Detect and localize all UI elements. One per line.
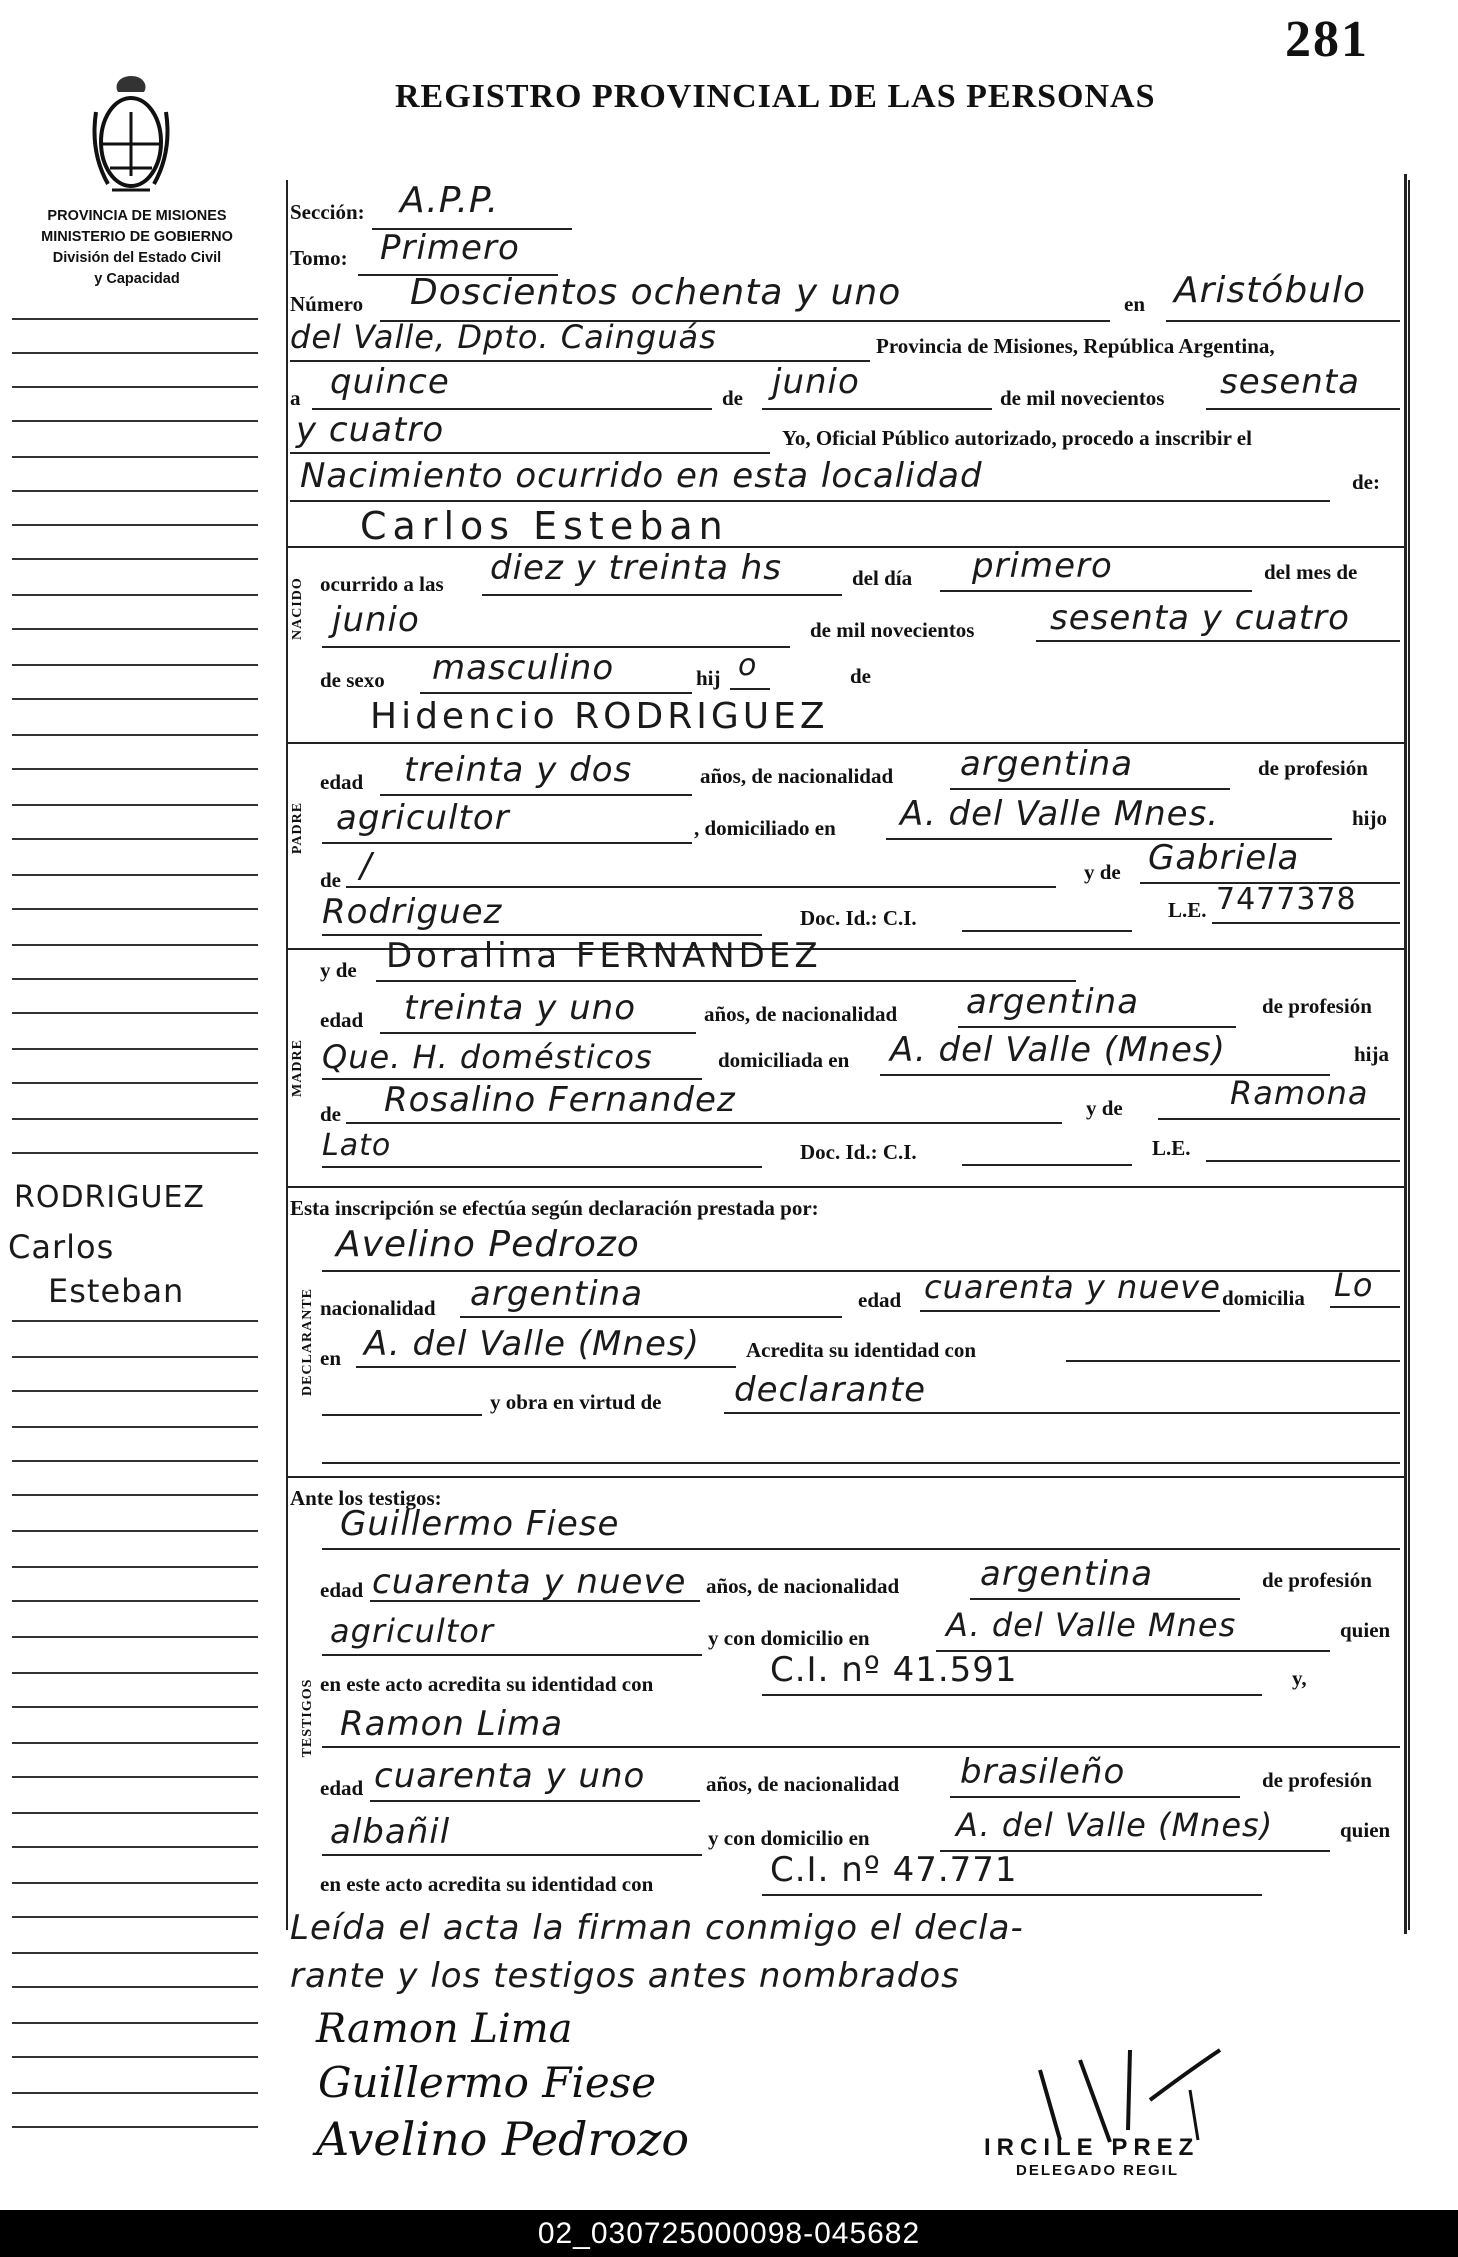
section-label-nacido: NACIDO — [290, 577, 305, 640]
value-anio-cont: y cuatro — [296, 410, 445, 450]
label-padre-y-de: y de — [1084, 860, 1121, 884]
value-padre-nacionalidad: argentina — [960, 744, 1134, 784]
value-declarante-nombre: Avelino Pedrozo — [336, 1224, 640, 1265]
closing-line-1: Leída el acta la firman conmigo el decla- — [290, 1908, 1024, 1948]
margin-surname: RODRIGUEZ — [14, 1180, 205, 1215]
value-sexo: masculino — [432, 648, 615, 688]
label-acredita: Acredita su identidad con — [746, 1338, 977, 1362]
value-hij-suffix: o — [738, 648, 758, 683]
value-madre-profesion: Que. H. domésticos — [322, 1038, 653, 1076]
label-de-mil: de mil novecientos — [1000, 386, 1165, 410]
label-declarante-edad: edad — [858, 1288, 902, 1312]
value-tomo: Primero — [380, 228, 520, 268]
value-madre-nacionalidad: argentina — [966, 982, 1140, 1022]
section-label-madre: MADRE — [290, 1039, 305, 1097]
frame-right-edge — [1404, 174, 1407, 1934]
margin-name-2: Esteban — [48, 1272, 185, 1310]
label-testigo2-quien: quien — [1340, 1818, 1391, 1842]
value-declarante-virtud: declarante — [734, 1370, 927, 1410]
label-declarante-nacionalidad: nacionalidad — [320, 1296, 436, 1320]
section-label-testigos: TESTIGOS — [300, 1678, 315, 1758]
value-anio-nac: sesenta y cuatro — [1050, 598, 1350, 638]
label-madre-doc: Doc. Id.: C.I. — [800, 1140, 917, 1164]
value-padre-le: 7477378 — [1216, 882, 1357, 917]
side-ministry: MINISTERIO DE GOBIERNO — [41, 229, 233, 245]
label-padre-le: L.E. — [1168, 898, 1207, 922]
label-hijo: hijo — [1352, 806, 1388, 830]
value-testigo1-domicilio: A. del Valle Mnes — [946, 1606, 1237, 1644]
value-padre-madre-cont: Rodriguez — [322, 892, 503, 932]
label-testigo2-acredita: en este acto acredita su identidad con — [320, 1872, 654, 1896]
section-label-padre: PADRE — [290, 801, 305, 855]
label-tomo: Tomo: — [290, 246, 348, 270]
label-testigo1-edad: edad — [320, 1578, 364, 1602]
value-padre-edad: treinta y dos — [404, 750, 633, 790]
value-testigo2-doc: C.I. nº 47.771 — [770, 1850, 1018, 1890]
value-madre-domicilio: A. del Valle (Mnes) — [890, 1030, 1226, 1070]
margin-name-1: Carlos — [8, 1228, 115, 1266]
label-declarante-en: en — [320, 1346, 341, 1370]
label-testigo2-domicilio: y con domicilio en — [708, 1826, 870, 1850]
label-ocurrido: ocurrido a las — [320, 572, 444, 596]
label-padre-profesion: de profesión — [1258, 756, 1368, 780]
closing-line-2: rante y los testigos antes nombrados — [290, 1956, 960, 1996]
label-a: a — [290, 386, 301, 410]
value-padre-domicilio: A. del Valle Mnes. — [900, 794, 1220, 834]
label-testigo1-nacionalidad: años, de nacionalidad — [706, 1574, 900, 1598]
label-de-2: de — [850, 664, 871, 688]
label-domicilia: domicilia — [1222, 1286, 1305, 1310]
value-seccion: A.P.P. — [400, 180, 500, 221]
side-capacity: y Capacidad — [94, 271, 180, 287]
value-padre-profesion: agricultor — [336, 798, 510, 838]
value-nombre: Carlos Esteban — [360, 504, 729, 548]
value-declarante-domicilia: Lo — [1334, 1266, 1374, 1304]
label-seccion: Sección: — [290, 200, 365, 224]
section-padre-top — [286, 742, 1404, 744]
value-testigo1-edad: cuarenta y nueve — [372, 1562, 687, 1602]
value-testigo2-nombre: Ramon Lima — [340, 1704, 564, 1744]
value-testigo1-nacionalidad: argentina — [980, 1554, 1154, 1594]
value-declarante-nacionalidad: argentina — [470, 1274, 644, 1314]
label-del-dia: del día — [852, 566, 913, 590]
label-provincia: Provincia de Misiones, República Argentina, — [876, 334, 1275, 358]
label-padre-de: de — [320, 868, 341, 892]
label-ante-testigos: Ante los testigos: — [290, 1486, 442, 1510]
label-hija: hija — [1354, 1042, 1390, 1066]
footer-id: 02_030725000098-045682 — [537, 2217, 921, 2250]
label-testigo2-profesion: de profesión — [1262, 1768, 1372, 1792]
value-testigo1-doc: C.I. nº 41.591 — [770, 1650, 1018, 1690]
value-hora: diez y treinta hs — [490, 548, 782, 588]
label-madre-le: L.E. — [1152, 1136, 1191, 1160]
label-hij: hij — [696, 666, 721, 690]
stamp-name: IRCILE PREZ — [984, 2134, 1200, 2161]
label-testigo1-acredita: en este acto acredita su identidad con — [320, 1672, 654, 1696]
section-testigos-top — [286, 1476, 1404, 1478]
value-declarante-en: A. del Valle (Mnes) — [364, 1324, 700, 1364]
registrar-signature-mark — [1020, 2030, 1280, 2150]
signature-avelino-pedrozo: Avelino Pedrozo — [316, 2112, 690, 2166]
label-yo-oficial: Yo, Oficial Público autorizado, procedo a inscribir el — [782, 426, 1252, 450]
label-sexo: de sexo — [320, 668, 385, 692]
value-testigo2-nacionalidad: brasileño — [960, 1752, 1126, 1792]
label-madre-nacionalidad: años, de nacionalidad — [704, 1002, 898, 1026]
value-testigo2-profesion: albañil — [330, 1812, 451, 1852]
value-dia: quince — [330, 362, 450, 402]
label-testigo2-nacionalidad: años, de nacionalidad — [706, 1772, 900, 1796]
value-madre-padre: Rosalino Fernandez — [384, 1080, 736, 1120]
label-numero: Número — [290, 292, 364, 316]
value-padre-padre: / — [360, 846, 373, 886]
label-de-colon: de: — [1352, 470, 1380, 494]
page-number: 281 — [1285, 11, 1369, 68]
stamp-title: DELEGADO REGIL — [1016, 2162, 1180, 2179]
label-domiciliada-en: domiciliada en — [718, 1048, 850, 1072]
value-mes: junio — [772, 362, 860, 402]
value-madre-madre: Ramona — [1230, 1074, 1369, 1112]
value-localidad-cont: del Valle, Dpto. Cainguás — [290, 318, 717, 356]
label-del-mes: del mes de — [1264, 560, 1358, 584]
value-declarante-edad: cuarenta y nueve — [924, 1268, 1221, 1306]
label-esta-inscripcion: Esta inscripción se efectúa según declaración prestada por: — [290, 1196, 819, 1220]
label-madre-de: de — [320, 1102, 341, 1126]
signature-guillermo-fiese: Guillermo Fiese — [318, 2058, 657, 2107]
label-y-obra: y obra en virtud de — [490, 1390, 662, 1414]
label-testigo2-edad: edad — [320, 1776, 364, 1800]
value-numero: Doscientos ochenta y uno — [410, 272, 902, 313]
value-localidad: Aristóbulo — [1174, 270, 1367, 311]
value-anio: sesenta — [1220, 362, 1360, 402]
label-madre-y-de-2: y de — [1086, 1096, 1123, 1120]
footer-bar — [0, 2210, 1458, 2257]
document-title: REGISTRO PROVINCIAL DE LAS PERSONAS — [395, 78, 1156, 115]
label-madre-profesion: de profesión — [1262, 994, 1372, 1018]
value-padre-nombre: Hidencio RODRIGUEZ — [370, 696, 829, 737]
label-madre-edad: edad — [320, 1008, 364, 1032]
label-madre-y-de: y de — [320, 958, 357, 982]
label-testigo1-quien: quien — [1340, 1618, 1391, 1642]
value-testigo1-profesion: agricultor — [330, 1612, 495, 1650]
label-padre-doc: Doc. Id.: C.I. — [800, 906, 917, 930]
section-declarante-top — [286, 1186, 1404, 1188]
label-testigo1-domicilio: y con domicilio en — [708, 1626, 870, 1650]
side-province: PROVINCIA DE MISIONES — [47, 208, 227, 224]
value-testigo2-domicilio: A. del Valle (Mnes) — [956, 1806, 1274, 1844]
value-madre-edad: treinta y uno — [404, 988, 637, 1028]
value-dia-nac: primero — [972, 546, 1113, 586]
value-acto: Nacimiento ocurrido en esta localidad — [300, 456, 983, 496]
signature-ramon-lima: Ramon Lima — [316, 2006, 573, 2052]
section-label-declarante: DECLARANTE — [300, 1287, 315, 1396]
label-y-coma: y, — [1292, 1666, 1307, 1690]
label-padre-nacionalidad: años, de nacionalidad — [700, 764, 894, 788]
coat-of-arms-emblem — [88, 72, 174, 202]
label-de-mil-2: de mil novecientos — [810, 618, 975, 642]
value-madre-madre-cont: Lato — [322, 1128, 392, 1163]
value-madre-nombre: Doralina FERNANDEZ — [386, 936, 822, 976]
value-padre-madre: Gabriela — [1148, 838, 1300, 878]
label-domiciliado-en: , domiciliado en — [694, 816, 836, 840]
value-testigo2-edad: cuarenta y uno — [374, 1756, 646, 1796]
label-testigo1-profesion: de profesión — [1262, 1568, 1372, 1592]
side-division: División del Estado Civil — [52, 250, 222, 266]
value-mes-nac: junio — [332, 600, 420, 640]
value-testigo1-nombre: Guillermo Fiese — [340, 1504, 620, 1544]
label-padre-edad: edad — [320, 770, 364, 794]
label-de: de — [722, 386, 743, 410]
label-en: en — [1124, 292, 1145, 316]
